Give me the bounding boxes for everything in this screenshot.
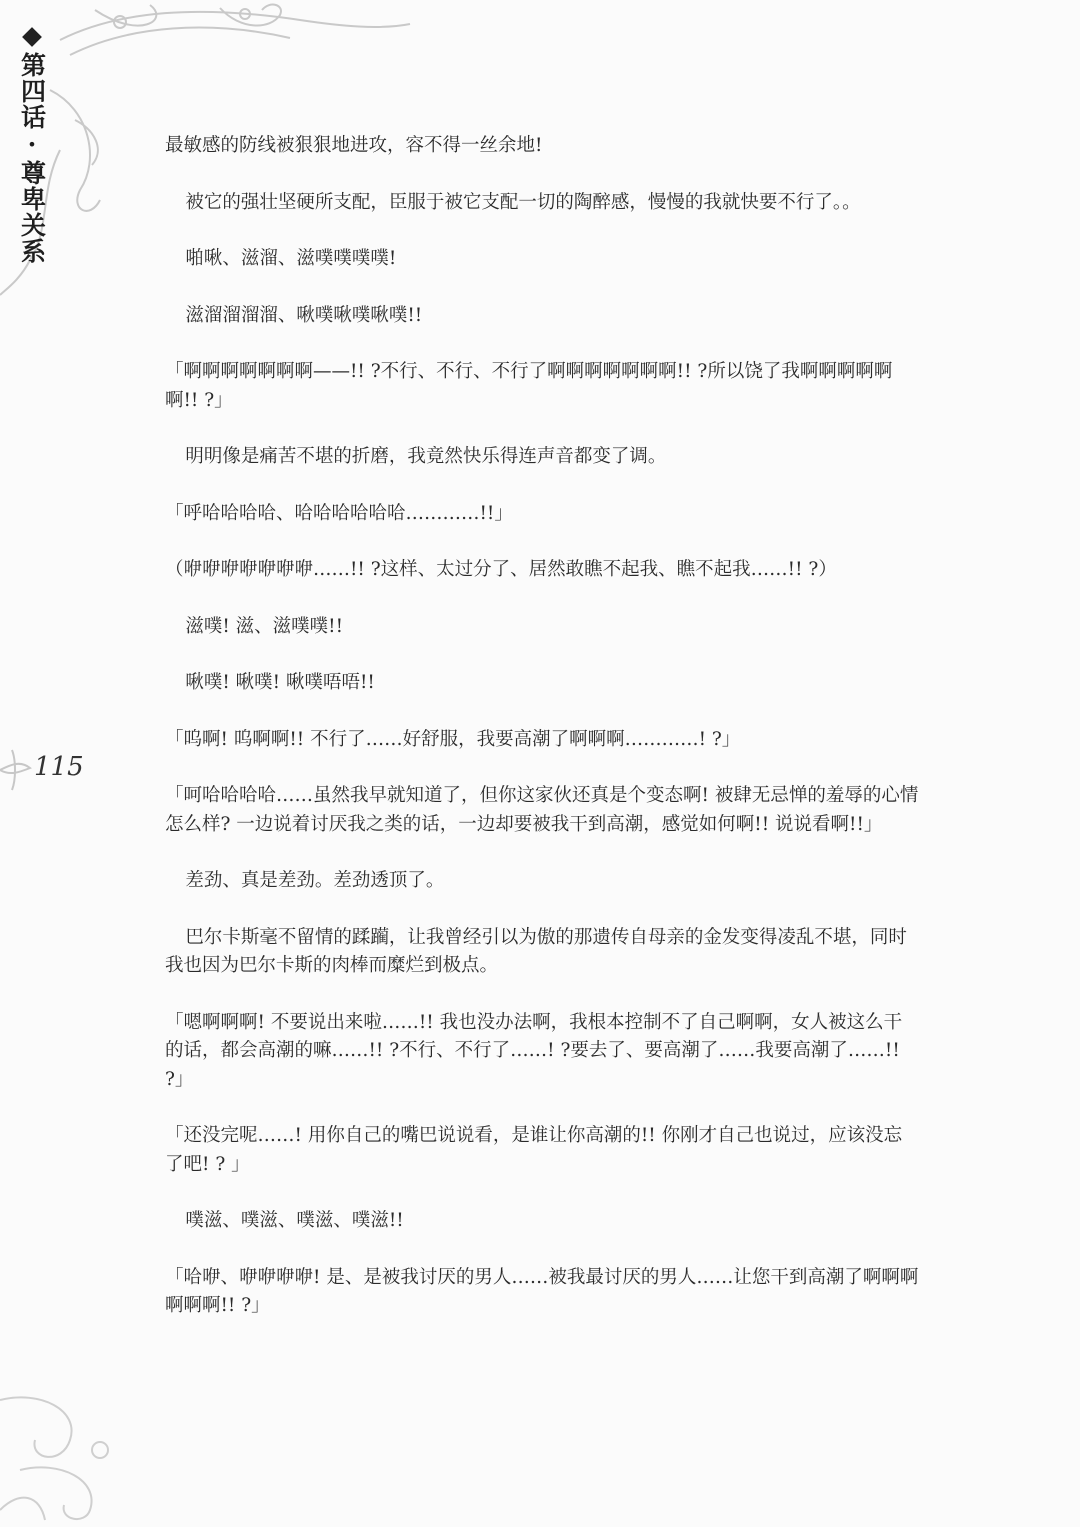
body-text (165, 132, 920, 1349)
paragraph: 滋噗! 滋、滋噗噗!! (185, 615, 344, 637)
paragraph: 啾噗! 啾噗! 啾噗唔唔!! (185, 672, 375, 693)
paragraph: 差劲、真是差劲。差劲透顶了。 (185, 870, 445, 891)
paragraph: 巴尔卡斯毫不留情的蹂躏，让我曾经引以为傲的那遗传自母亲的金发变得凌乱不堪，同时我也因为巴尔卡斯的肉棒而糜烂到极点。 (165, 926, 907, 976)
page-number: 115 (34, 752, 84, 782)
paragraph: 被它的强壮坚硬所支配，臣服于被它支配一切的陶醉感，慢慢的我就快要不行了。。 (185, 191, 861, 213)
paragraph: （咿咿咿咿咿咿咿……!! ?这样、太过分了、居然敢瞧不起我、瞧不起我……!! ?） (165, 559, 837, 580)
paragraph: 噗滋、噗滋、噗滋、噗滋!! (185, 1210, 404, 1231)
paragraph: 最敏感的防线被狠狠地进攻，容不得一丝余地! (165, 135, 543, 156)
diamond-bullet-icon (22, 27, 42, 47)
paragraph: 「啊啊啊啊啊啊啊——!! ?不行、不行、不行了啊啊啊啊啊啊啊!! ?所以饶了我啊啊啊啊啊啊!! ?」 (165, 361, 893, 411)
paragraph: 滋溜溜溜溜、啾噗啾噗啾噗!! (185, 304, 423, 326)
paragraph: 啪啾、滋溜、滋噗噗噗噗! (185, 248, 397, 269)
paragraph: 「呵哈哈哈哈……虽然我早就知道了，但你这家伙还真是个变态啊! 被肆无忌惮的羞辱的心情怎么样? 一边说着讨厌我之类的话，一边却要被我干到高潮，感觉如何啊!! 说说看啊!!」 (165, 785, 919, 835)
paragraph: 明明像是痛苦不堪的折磨，我竟然快乐得连声音都变了调。 (185, 446, 667, 467)
paragraph: 「还没完呢……! 用你自己的嘴巴说说看，是谁让你高潮的!! 你刚才自己也说过，应该没忘了吧! ? 」 (165, 1125, 903, 1175)
paragraph: 「嗯啊啊啊! 不要说出来啦……!! 我也没办法啊，我根本控制不了自己啊啊，女人被这么干的话，都会高潮的嘛……!! ?不行、不行了……! ?要去了、要高潮了……我要高潮了……!! ?」 (165, 1011, 903, 1090)
paragraph: 「呜啊! 呜啊啊!! 不行了……好舒服，我要高潮了啊啊啊…………! ?」 (165, 728, 741, 750)
corner-ornament-bottom (0, 1380, 140, 1527)
paragraph: 「哈咿、咿咿咿咿! 是、是被我讨厌的男人……被我最讨厌的男人……让您干到高潮了啊啊啊啊啊啊!! ?」 (165, 1266, 919, 1316)
chapter-title: 第四话·尊卑关系 (17, 52, 47, 264)
paragraph: 「呼哈哈哈哈、哈哈哈哈哈哈…………!!」 (165, 502, 513, 524)
chapter-header (14, 22, 50, 264)
